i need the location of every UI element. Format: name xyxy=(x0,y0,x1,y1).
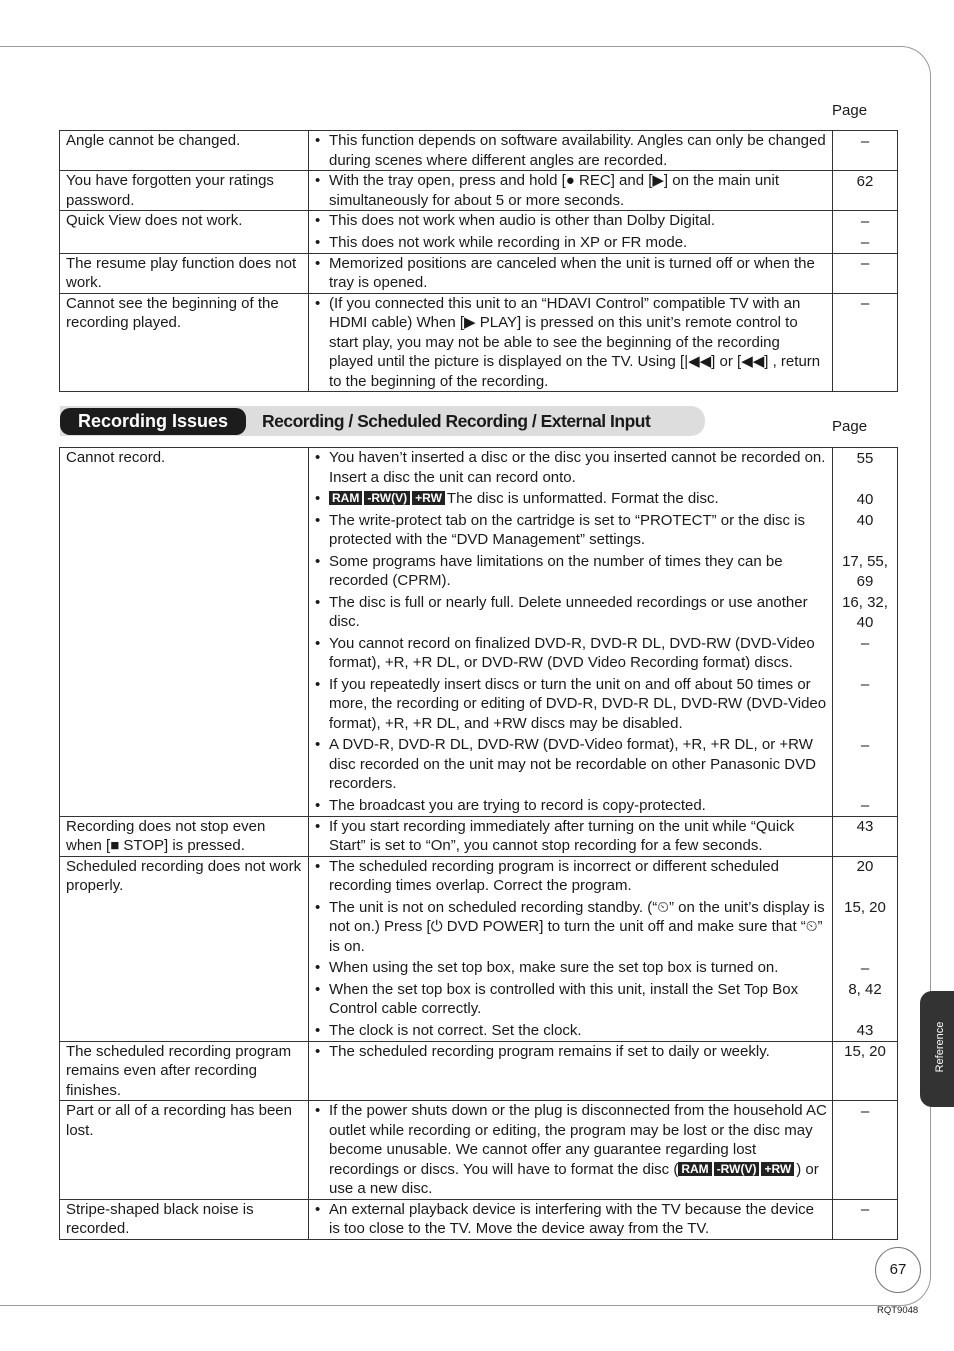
solution-text: You haven’t inserted a disc or the disc you inserted cannot be recorded on. Insert a disc the unit can record onto. xyxy=(329,449,826,486)
table-row xyxy=(60,448,898,817)
page-ref: 8, 42 xyxy=(848,981,882,998)
page-ref: 40 xyxy=(856,512,874,529)
solution-item xyxy=(309,254,832,293)
table-row xyxy=(60,1199,898,1239)
problem-cell: Stripe-shaped black noise is recorded. xyxy=(60,1199,309,1239)
solution-cell xyxy=(309,211,833,254)
table-row xyxy=(60,1041,898,1101)
solution-text: The write-protect tab on the cartridge is set to “PROTECT” or the disc is protected with the “DVD Management” settings. xyxy=(329,511,806,548)
page-ref-cell xyxy=(833,131,898,171)
page-ref-cell xyxy=(833,1199,898,1239)
page-number: 67 xyxy=(875,1247,921,1293)
problem-cell: Recording does not stop even when [■ STOP] is pressed. xyxy=(60,816,309,856)
page-ref: – xyxy=(860,255,870,272)
solution-text: With the tray open, press and hold [● REC] and [▶] on the main unit simultaneously for about 5 or more seconds. xyxy=(329,172,779,209)
bullet: • xyxy=(315,898,321,916)
solution-item xyxy=(309,958,832,978)
problem-cell: Angle cannot be changed. xyxy=(60,131,309,171)
table-row xyxy=(60,253,898,293)
bullet: • xyxy=(315,294,321,312)
solution-item xyxy=(309,448,832,487)
page-ref: – xyxy=(860,736,870,754)
bullet: • xyxy=(315,675,321,693)
table-row xyxy=(60,1101,898,1200)
solution-item xyxy=(309,593,832,632)
solution-cell xyxy=(309,131,833,171)
page-ref: – xyxy=(860,676,870,693)
solution-item xyxy=(309,552,832,591)
solution-item xyxy=(309,171,832,210)
solution-cell xyxy=(309,293,833,392)
solution-item xyxy=(309,796,832,816)
solution-cell xyxy=(309,856,833,1041)
bullet: • xyxy=(315,254,321,272)
bullet: • xyxy=(315,959,321,976)
page-ref-cell xyxy=(833,171,898,211)
problem-cell: Scheduled recording does not work properly. xyxy=(60,856,309,1041)
page-column-header: Page xyxy=(832,418,868,435)
solution-item xyxy=(309,898,832,957)
bullet: • xyxy=(315,1200,321,1218)
solution-item xyxy=(309,980,832,1019)
solution-text: When the set top box is controlled with this unit, install the Set Top Box Control cable correctly. xyxy=(329,980,799,1017)
bullet: • xyxy=(315,490,321,507)
troubleshooting-table-recording xyxy=(59,447,898,1240)
disc-type-badge: +RW xyxy=(412,491,445,505)
bullet: • xyxy=(315,1102,321,1119)
solution-text: The scheduled recording program is incorrect or different scheduled recording times overlap. Correct the program. xyxy=(329,857,779,894)
bullet: • xyxy=(315,233,321,251)
page-ref-cell xyxy=(833,211,898,254)
page-ref: 62 xyxy=(856,172,874,190)
problem-cell: Cannot record. xyxy=(60,448,309,817)
disc-type-badge: -RW(V) xyxy=(714,1162,760,1176)
section-title: Recording / Scheduled Recording / External Input xyxy=(262,411,651,431)
problem-cell: Cannot see the beginning of the recording played. xyxy=(60,293,309,392)
solution-text: The disc is unformatted. Format the disc. xyxy=(446,490,719,507)
solution-item xyxy=(309,634,832,673)
table-row xyxy=(60,211,898,254)
page-ref: – xyxy=(860,295,870,312)
page-ref-cell xyxy=(833,1041,898,1101)
solution-text: ) or use a new disc. xyxy=(329,1160,819,1197)
solution-text: A DVD-R, DVD-R DL, DVD-RW (DVD-Video format), +R, +R DL, or +RW disc recorded on the unit may not be recordable on other Panasonic DVD recorders. xyxy=(329,736,816,792)
solution-item xyxy=(309,294,832,392)
page-ref-cell xyxy=(833,1101,898,1200)
solution-item xyxy=(309,233,832,253)
page-ref: 15, 20 xyxy=(844,899,886,916)
solution-text: If the power shuts down or the plug is disconnected from the household AC outlet while recording or editing, the program may be lost or the disc may become unusable. We cannot offer any guarantee regarding lost recordings or discs. You will have to format the disc ( xyxy=(329,1102,827,1178)
bullet: • xyxy=(315,132,321,149)
problem-cell: You have forgotten your ratings password. xyxy=(60,171,309,211)
solution-item xyxy=(309,1101,832,1199)
solution-cell xyxy=(309,1101,833,1200)
page-ref: – xyxy=(860,1102,870,1120)
bullet: • xyxy=(315,817,321,835)
solution-text: Memorized positions are canceled when the unit is turned off or when the tray is opened. xyxy=(329,254,815,291)
problem-cell: The scheduled recording program remains even after recording finishes. xyxy=(60,1041,309,1101)
solution-cell xyxy=(309,253,833,293)
page-ref: 43 xyxy=(856,1022,874,1039)
solution-cell xyxy=(309,1199,833,1239)
solution-text: The disc is full or nearly full. Delete unneeded recordings or use another disc. xyxy=(329,593,808,630)
problem-cell: Quick View does not work. xyxy=(60,211,309,254)
solution-text: The broadcast you are trying to record is copy-protected. xyxy=(329,796,706,814)
problem-cell: Part or all of a recording has been lost. xyxy=(60,1101,309,1200)
bullet: • xyxy=(315,736,321,753)
solution-cell xyxy=(309,1041,833,1101)
bullet: • xyxy=(315,634,321,652)
solution-text: When using the set top box, make sure the set top box is turned on. xyxy=(329,959,779,976)
reference-side-tab[interactable] xyxy=(920,991,954,1107)
page-ref-cell xyxy=(833,293,898,392)
page-ref: 55 xyxy=(856,449,874,467)
page-ref: 40 xyxy=(856,490,874,508)
table-row xyxy=(60,816,898,856)
solution-text: (If you connected this unit to an “HDAVI Control” compatible TV with an HDMI cable) When [▶ PLAY] is pressed on this unit’s remote control to start play, you may not be able to see the beginning of the recording played until the picture is displayed on the TV. Using [|◀◀] or [◀◀] , return to the beginning of the recording. xyxy=(329,294,821,390)
page-ref: – xyxy=(860,212,870,230)
solution-text: An external playback device is interfering with the TV because the device is too close to the TV. Move the device away from the TV. xyxy=(329,1200,814,1237)
page-ref: – xyxy=(860,132,870,150)
solution-text: The clock is not correct. Set the clock. xyxy=(329,1021,582,1039)
solution-text: You cannot record on finalized DVD-R, DVD-R DL, DVD-RW (DVD-Video format), +R, +R DL, or DVD-RW (DVD Video Recording format) discs. xyxy=(329,634,815,671)
page-ref-cell xyxy=(833,448,898,817)
disc-type-badge: -RW(V) xyxy=(364,491,410,505)
page-ref-cell xyxy=(833,816,898,856)
bullet: • xyxy=(315,449,321,466)
solution-cell xyxy=(309,816,833,856)
bullet: • xyxy=(315,796,321,814)
solution-text: The scheduled recording program remains if set to daily or weekly. xyxy=(329,1042,770,1060)
bullet: • xyxy=(315,552,321,570)
solution-text: If you start recording immediately after turning on the unit while “Quick Start” is set to “On”, you cannot stop recording for a few seconds. xyxy=(329,817,795,854)
bullet: • xyxy=(315,1042,321,1060)
page-ref: 43 xyxy=(856,818,874,835)
page-ref: – xyxy=(860,959,870,977)
solution-item xyxy=(309,131,832,170)
section-label: Recording Issues xyxy=(60,408,246,435)
page-ref-cell xyxy=(833,856,898,1041)
bullet: • xyxy=(315,593,321,611)
solution-text: The unit is not on scheduled recording standby. (“⏲” on the unit’s display is not on.) Press [⏻ DVD POWER] to turn the unit off and make sure that “⏲” is on. xyxy=(329,898,825,955)
page-ref: – xyxy=(860,1201,870,1218)
side-tab-label: Reference xyxy=(934,1021,946,1073)
solution-cell xyxy=(309,448,833,817)
page-ref: 17, 55, 69 xyxy=(842,553,888,590)
solution-text: This function depends on software availability. Angles can only be changed during scenes where different angles are recorded. xyxy=(329,132,826,169)
solution-item xyxy=(309,511,832,550)
solution-text: This does not work while recording in XP or FR mode. xyxy=(329,233,688,251)
solution-item xyxy=(309,817,832,856)
page-ref: – xyxy=(860,234,870,251)
bullet: • xyxy=(315,212,321,229)
document-code: RQT9048 xyxy=(877,1305,919,1316)
disc-type-badge: RAM xyxy=(329,491,362,505)
solution-item xyxy=(309,1200,832,1239)
table-row xyxy=(60,131,898,171)
page-ref-cell xyxy=(833,253,898,293)
solution-item xyxy=(309,489,832,509)
table-row xyxy=(60,856,898,1041)
page-ref: 15, 20 xyxy=(844,1043,886,1060)
solution-item xyxy=(309,857,832,896)
solution-item xyxy=(309,675,832,734)
solution-text: If you repeatedly insert discs or turn the unit on and off about 50 times or more, the recording or editing of DVD-R, DVD-R DL, DVD-RW (DVD-Video format), +R, +R DL, and +RW discs may be disabled. xyxy=(329,675,827,732)
solution-text: This does not work when audio is other than Dolby Digital. xyxy=(329,212,716,229)
solution-item xyxy=(309,1021,832,1041)
troubleshooting-table-general xyxy=(59,130,898,392)
table-row xyxy=(60,293,898,392)
page-ref: – xyxy=(860,797,870,814)
solution-item xyxy=(309,1042,832,1062)
problem-cell: The resume play function does not work. xyxy=(60,253,309,293)
solution-cell xyxy=(309,171,833,211)
solution-item xyxy=(309,211,832,231)
bullet: • xyxy=(315,857,321,875)
table-row xyxy=(60,171,898,211)
page-ref: – xyxy=(860,635,870,652)
page-column-header: Page xyxy=(832,102,868,119)
disc-type-badge: RAM xyxy=(678,1162,711,1176)
bullet: • xyxy=(315,172,321,189)
bullet: • xyxy=(315,1021,321,1039)
solution-text: Some programs have limitations on the number of times they can be recorded (CPRM). xyxy=(329,552,783,589)
page-ref: 20 xyxy=(856,858,874,875)
disc-type-badge: +RW xyxy=(761,1162,794,1176)
page-ref: 16, 32, 40 xyxy=(842,594,888,631)
solution-item xyxy=(309,735,832,794)
bullet: • xyxy=(315,511,321,529)
bullet: • xyxy=(315,980,321,998)
